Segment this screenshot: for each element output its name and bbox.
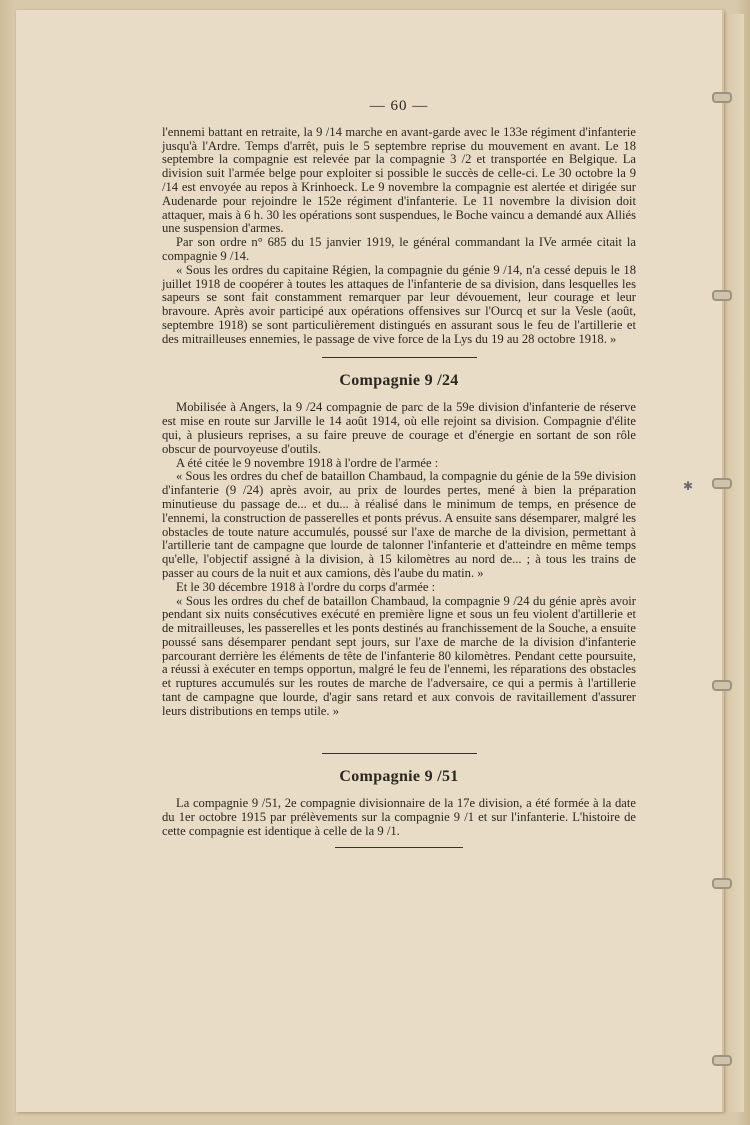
paragraph: Mobilisée à Angers, la 9 /24 compagnie de parc de la 59e division d'infanterie de réserve est mise en route sur Jarville le 14 août 1914, où elle rejoint sa division. Compagnie d'élite qui, à plusieurs reprises, a su faire preuve de courage et d'énergie en sortant de son rôle obscur de pourvoyeuse d'outils. <box>162 400 636 456</box>
binding-staple <box>712 680 732 691</box>
section-title: Compagnie 9 /24 <box>339 371 459 389</box>
section-divider <box>322 357 477 358</box>
ink-speck: ✱ <box>683 479 694 493</box>
citation-quote: « Sous les ordres du chef de bataillon Chambaud, la compagnie 9 /24 du génie après avoir pendant six nuits consécutives exécuté en première ligne et sous un feu violent d'artillerie et de mitrailleuses, les passerelles et les ponts destinés au franchissement de la Souche, a ensuite poussé sans désemparer pendant sept jours, sur l'axe de marche de la division d'infanterie parcourant derrière les éléments de tête de l'infanterie 80 kilomètres. Pendant cette poursuite, a réussi à exécuter en temps opportun, malgré le feu de l'ennemi, les réparations des obstacles et ruptures accumulés sur les routes de marche de l'adversaire, ce qui a permis à l'artillerie tant de campagne que lourde, d'agir sans retard et aux convois de ravitaillement d'assurer leurs distributions en temps utile. » <box>162 593 636 718</box>
citation-quote: « Sous les ordres du capitaine Régien, la compagnie du génie 9 /14, n'a cessé depuis le 18 juillet 1918 de coopérer à toutes les attaques de l'infanterie de sa division, dans lesquelles les sapeurs se sont fait constamment remarquer par leur dévouement, leur courage et leur bravoure. Après avoir participé aux opérations offensives sur l'Ourcq et sur la Vesle (août, septembre 1918) se sont particulièrement distingués en assurant sous le feu de l'artillerie et des mitrailleuses ennemies, le passage de vive force de la Lys du 19 au 28 octobre 1918. » <box>162 262 636 346</box>
paragraph: Par son ordre n° 685 du 15 janvier 1919, le général commandant la IVe armée citait la compagnie 9 /14. <box>162 235 636 263</box>
citation-quote: « Sous les ordres du chef de bataillon Chambaud, la compagnie du génie de la 59e division d'infanterie (9 /24) après avoir, au prix de lourdes pertes, mené à bien la préparation minutieuse du passage de... et du... à réalisé dans le minimum de temps, en présence de l'ennemi, la construction de passerelles et ponts prévus. A ensuite sans désemparer, malgré les obstacles de toute nature accumulés, poussé sur l'axe de marche de la division, permettant à l'artillerie tant de campagne que lourde de talonner l'infanterie et d'atteindre en même temps qu'elle, l'objectif assigné à la division, à 15 kilomètres au nord de... ; à tous les trains de passer au cours de la nuit et aux camions, dès l'aube du matin. » <box>162 469 636 580</box>
paragraph: A été citée le 9 novembre 1918 à l'ordre de l'armée : <box>176 455 439 470</box>
paragraph: La compagnie 9 /51, 2e compagnie divisionnaire de la 17e division, a été formée à la date du 1er octobre 1915 par prélèvements sur la compagnie 9 /1 et sur l'infanterie. L'histoire de cette compagnie est identique à celle de la 9 /1. <box>162 796 636 839</box>
section-divider <box>322 753 477 754</box>
paragraph: l'ennemi battant en retraite, la 9 /14 marche en avant-garde avec le 133e régiment d'infanterie jusqu'à l'Ardre. Temps d'arrêt, puis le 5 septembre reprise du mouvement en avant. Le 18 septembre la compagnie est relevée par la compagnie 3 /2 et transportée en Belgique. La division suit l'armée belge pour exploiter si possible le succès de celle-ci. Le 30 octobre la 9 /14 est envoyée au repos à Krinhoeck. Le 9 novembre la compagnie est alertée et dirigée sur Audenarde pour rejoindre le 152e régiment d'infanterie. Le 11 novembre la division doit attaquer, mais à 6 h. 30 les opérations sont suspendues, le Boche vaincu a demandé aux Alliés une suspension d'armes. <box>162 124 636 236</box>
section-title: Compagnie 9 /51 <box>339 767 459 785</box>
binding-staple <box>712 290 732 301</box>
binding-staple <box>712 878 732 889</box>
binding-staple <box>712 1055 732 1066</box>
end-divider <box>335 847 463 848</box>
binding-staple <box>712 478 732 489</box>
binding-edge <box>722 14 744 1112</box>
section-gap <box>162 719 636 743</box>
binding-staple <box>712 92 732 103</box>
paragraph: Et le 30 décembre 1918 à l'ordre du corps d'armée : <box>176 579 436 594</box>
page-text-column <box>162 100 636 864</box>
page-number: — 60 — <box>369 98 429 114</box>
